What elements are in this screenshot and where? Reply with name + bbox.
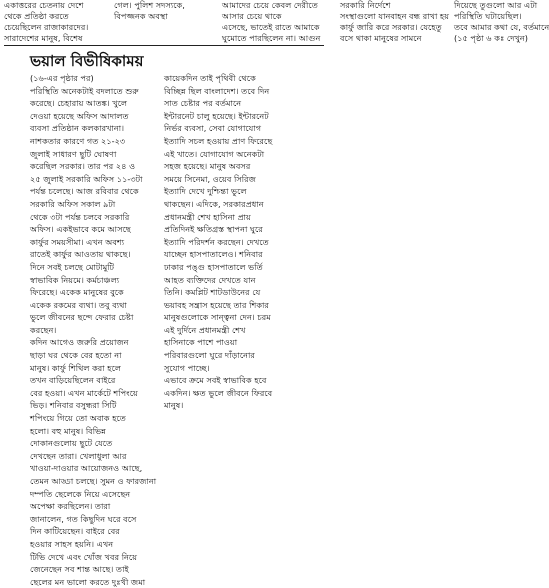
section-divider — [4, 45, 324, 46]
top-column-2 — [114, 0, 210, 22]
article-headline: ভয়াল বিভীষিকাময় — [30, 52, 144, 70]
text-line: এভাবে ক্রমে সবই স্বাভাবিক হবে — [164, 375, 267, 386]
text-line: মানুষ। — [164, 400, 184, 411]
text-line: ঢাকার পঙ্গু হাসপাতালে ভর্তি — [164, 261, 263, 272]
text-line: পরিস্থিতি ঘটায়েছিল। — [454, 11, 522, 21]
text-line: সরকারি অফিস সকাল ৯টা — [30, 198, 116, 209]
text-line: ফিরেছে। একেক মানুষের বুকে — [30, 287, 124, 298]
text-line: দেওয়া হয়েছে অফিস আদালত — [30, 110, 129, 121]
text-line: সারাদেশের মানুষ, বিশেষ — [4, 33, 83, 43]
text-line: তবে আমার কথা যে, বর্তমানে — [454, 22, 549, 32]
text-line: নির্ভর ব্যবসা, সেবা যোগাযোগ — [164, 123, 262, 134]
text-line: প্রধানমন্ত্রী শেখ হাসিনা প্রায় — [164, 211, 251, 222]
text-line: করছেন। — [30, 324, 57, 335]
text-line: থেকে ৩টা পর্যন্ত চলবে সরকারি — [30, 211, 130, 222]
top-column-4 — [340, 0, 448, 44]
text-line: ইন্টারনেট চালু হয়েছে। ইন্টারনেট — [164, 110, 269, 121]
text-line: তিনি। কমপ্লিট শাটডাউনের যে — [164, 287, 261, 298]
text-line: তখন বাড়িয়েছিলেন বাইরে — [30, 375, 116, 386]
text-line: ছাড়া ঘর থেকে বের হতো না — [30, 350, 122, 361]
text-line: হলো। বহু মানুষ। বিভিন্ন — [30, 425, 106, 436]
text-line: জেনেছেন সব শান্ত আছে। তাই — [30, 564, 129, 575]
text-line: সাত চেষ্টার পর বর্তমানে — [164, 98, 242, 109]
text-line: থাকছেন। এদিকে, সরকারপ্রধান — [164, 198, 264, 209]
text-line: দিয়েছে তুগুলো আর এটা — [454, 0, 538, 10]
text-line: গেল। পুলিশ সদস্যকে, — [114, 0, 185, 10]
text-line: হওয়ার সাহস হয়নি। এখন — [30, 538, 114, 549]
text-line: দম্পতি ছেলেকে নিয়ে এসেছেন — [30, 488, 131, 499]
top-column-3 — [222, 0, 332, 44]
text-line: বিচ্ছিন্ন ছিল বাংলাদেশ। তবে দিন — [164, 85, 270, 96]
text-line: (১৫ পৃষ্ঠা ৬ কঃ দেখুন) — [454, 33, 528, 43]
article-column-2 — [164, 72, 292, 411]
text-line: বের হওয়া। এখন মার্কেটে শপিংয়ে — [30, 387, 138, 398]
text-line: এসেছে, ভাতেই রাতে আমাকে — [222, 22, 320, 32]
text-line: পরিবারগুলো ঘুরে দাঁড়ানোর — [164, 350, 255, 361]
text-line: ২৫ জুলাই সরকারি অফিস ১১-৩টা — [30, 173, 143, 184]
text-line: ইত্যাদি দেখে দুশ্চিন্তা ভুলে — [164, 186, 247, 197]
text-line: সহজ হয়েছে। মানুষ অবসর — [164, 161, 251, 172]
text-line: দিনে সবই চলছে মোটামুটি — [30, 261, 115, 272]
text-line: প্রতিদিনই ক্ষতিগ্রস্ত স্থাপনা ঘুরে — [164, 224, 263, 235]
text-line: জানালেন, গত কিছুদিন ঘরে বসে — [30, 513, 137, 524]
text-line: অপেক্ষা করছিলেন। তারা — [30, 501, 111, 512]
text-line: আসার চেয়ে থাকে — [222, 11, 282, 21]
text-line: দেখছেন তারা। খেলাধুলা আর — [30, 450, 127, 461]
text-line: দোকানগুলোয় ছুটে যেতে — [30, 438, 113, 449]
text-line: স্বাভাবিক নিয়মে। কর্মচাঞ্চল্য — [30, 274, 120, 285]
text-line: মানুষগুলোকে সান্ত্বনা দেন। চরম — [164, 312, 271, 323]
text-line: চেয়েছিলেন রাজাকারদের। — [4, 22, 89, 32]
text-line: বসে থাকা মানুষের সামনে — [340, 33, 422, 43]
text-line: সময়ে সিনেমা, ওয়েব সিরিজ — [164, 173, 256, 184]
text-line: থেকে প্রতিষ্ঠা করতে — [4, 11, 69, 21]
text-line: রাতেই কার্ফুর আওতায় থাকছে। — [30, 249, 131, 260]
text-line: একাত্তরের চেতনায় দেশে — [4, 0, 84, 10]
top-column-5 — [454, 0, 549, 44]
text-line: আমাদের চেয়ে কেবল দেরীতে — [222, 0, 318, 10]
text-line: করেছিল সরকার। তার পর ২৪ ও — [30, 161, 136, 172]
text-line: ব্যবসা প্রতিষ্ঠান কলকারখানা। — [30, 123, 125, 134]
text-line: কার্ফুর সময়সীমা। এখন অবশ্য — [30, 236, 125, 247]
text-line: কার্ফু জারি করে সরকার। যেহেতু — [340, 22, 442, 32]
text-line: (১৬-এর পৃষ্ঠার পর) — [30, 73, 94, 83]
text-line: জুলাই সাধারণ ছুটি ঘোষণা — [30, 148, 117, 159]
text-line: সংস্থাগুলো যানবাহন বন্ধ রাখা হয় — [340, 11, 450, 21]
text-line: বিপজ্জনক অবস্থা — [114, 11, 168, 21]
text-line: নাশকতার কারণে গত ২১-২৩ — [30, 135, 126, 146]
top-column-1 — [4, 0, 108, 44]
text-line: দিন কাটিয়েছেন। বাইরে বের — [30, 526, 120, 537]
text-line: ভিড়। শনিবার বসুন্ধরা সিটি — [30, 400, 117, 411]
text-line: কায়েকদিন তাই পৃথিবী থেকে — [164, 73, 256, 83]
previous-article-continuation — [0, 0, 549, 44]
text-line: ভুলে জীবনের ছন্দে ফেরার চেষ্টা — [30, 312, 134, 323]
text-line: খাওয়া-দাওয়ার আয়োজনও আছে, — [30, 463, 143, 474]
text-line: একদিন। ক্ষত ভুলে জীবনে ফিরবে — [164, 387, 273, 398]
text-line: শপিংয়ে গিয়ে তো অবাক হতে — [30, 413, 126, 424]
text-line: ইত্যাদি পরিদর্শন করছেন। দেখতে — [164, 236, 269, 247]
text-line: হাসিনাকে পাশে পাওয়া — [164, 337, 238, 348]
text-line: যাচ্ছেন হাসপাতালেও। শনিবার — [164, 249, 263, 260]
text-line: ছেলের মন ভালো করতে দুঃখী জমা — [30, 576, 146, 587]
text-line: করেছে। চেহারায় আতঙ্ক। খুলে — [30, 98, 128, 109]
text-line: সুযোগ পাচ্ছে। — [164, 362, 210, 373]
text-line: ভয়াবহ সন্ত্রাস হয়েছে তার শিকার — [164, 299, 269, 310]
text-line: ঘুমোতে পারছিলেন না। আগুন — [222, 33, 321, 43]
text-line: অফিস। একইভাবে কমে আসছে — [30, 224, 131, 235]
text-line: ইত্যাদি সচল হওয়ায় প্রাণ ফিরেছে — [164, 135, 273, 146]
text-line: পরিস্থিতি অনেকটাই বদলাতে শুরু — [30, 85, 139, 96]
text-line: মানুষ। কার্ফু শিথিল করা হলে — [30, 362, 121, 373]
text-line: এই দুর্দিনে প্রধানমন্ত্রী শেখ — [164, 324, 246, 335]
text-line: পর্যন্ত চলেছে। আজ রবিবার থেকে — [30, 186, 139, 197]
text-line: একেক রকমের ব্যথা। তবু ব্যথা — [30, 299, 127, 310]
text-line: আহত ব্যক্তিদের দেখতে যান — [164, 274, 256, 285]
text-line: তেমন আড্ডা চলছে। সুমন ও ফারজানা — [30, 476, 157, 486]
text-line: টিভি দেখে এবং খোঁজ খবর নিয়ে — [30, 551, 138, 562]
text-line: কদিন আগেও জরুরি প্রয়োজন — [30, 337, 129, 348]
text-line: সরকারি নির্দেশে — [340, 0, 391, 10]
article-column-1 — [30, 72, 157, 587]
text-line: এই খাতে। যোগাযোগ অনেকটা — [164, 148, 265, 159]
